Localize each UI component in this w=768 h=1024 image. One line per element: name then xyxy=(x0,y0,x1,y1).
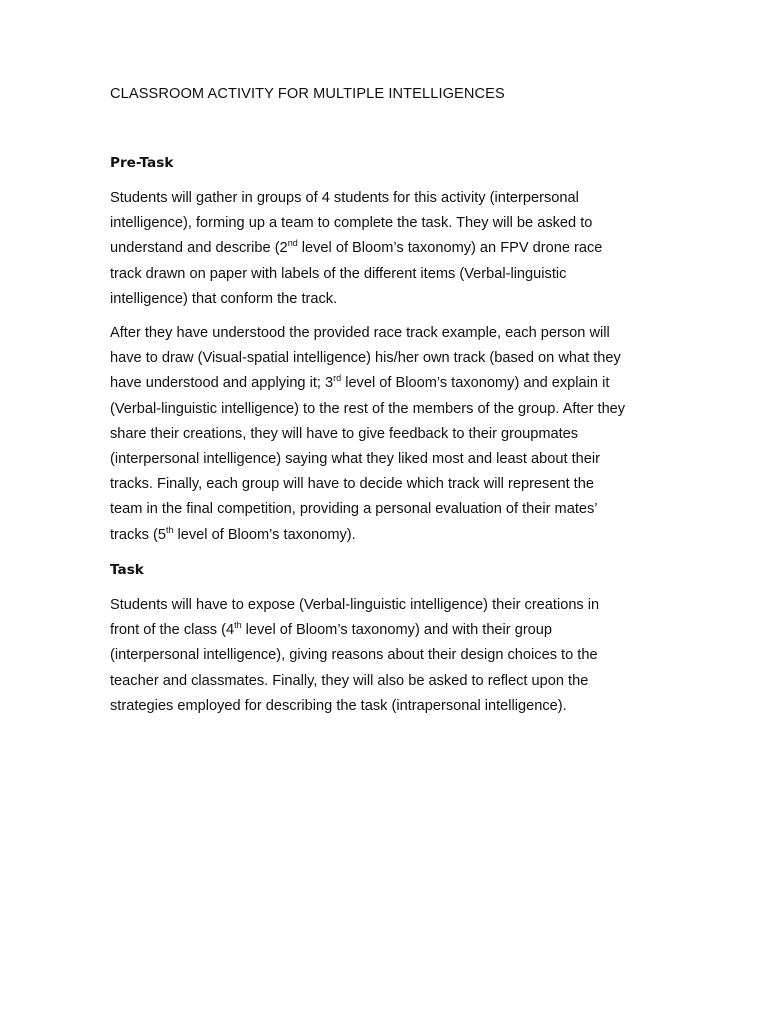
text-fragment: level of Bloom’s taxonomy) and explain it xyxy=(341,375,610,392)
ordinal-suffix: th xyxy=(234,620,242,631)
ordinal-suffix: nd xyxy=(287,238,298,249)
text-fragment: understand and describe (2 xyxy=(110,240,288,257)
text-fragment: have understood and applying it; 3 xyxy=(110,375,334,392)
text-line: strategies employed for describing the task (intrapersonal intelligence). xyxy=(110,697,567,714)
ordinal-suffix: rd xyxy=(333,373,342,384)
text-line xyxy=(110,236,660,261)
text-line: track drawn on paper with labels of the different items (Verbal-linguistic xyxy=(110,265,567,282)
text-fragment: level of Bloom’s taxonomy). xyxy=(173,526,356,543)
text-line: share their creations, they will have to give feedback to their groupmates xyxy=(110,425,579,442)
text-line xyxy=(110,618,660,643)
document-title: CLASSROOM ACTIVITY FOR MULTIPLE INTELLIGENCES xyxy=(110,86,505,102)
text-line: (interpersonal intelligence), giving reasons about their design choices to the xyxy=(110,647,598,664)
text-line: intelligence) that conform the track. xyxy=(110,290,338,307)
pre-task-paragraph-2 xyxy=(110,321,660,548)
text-line: team in the final competition, providing a personal evaluation of their mates’ xyxy=(110,501,598,518)
text-line: intelligence), forming up a team to complete the task. They will be asked to xyxy=(110,215,593,232)
text-line xyxy=(110,371,660,396)
text-line: Students will have to expose (Verbal-linguistic intelligence) their creations in xyxy=(110,597,600,613)
text-fragment: tracks (5 xyxy=(110,526,166,543)
pre-task-paragraph-1 xyxy=(110,186,660,312)
text-line: (interpersonal intelligence) saying what they liked most and least about their xyxy=(110,451,600,468)
text-fragment: level of Bloom’s taxonomy) and with their group xyxy=(241,622,553,639)
task-paragraph xyxy=(110,593,660,719)
section-heading-task: Task xyxy=(110,562,144,578)
text-fragment: level of Bloom’s taxonomy) an FPV drone race xyxy=(297,240,603,257)
text-line: Students will gather in groups of 4 students for this activity (interpersonal xyxy=(110,190,579,206)
section-heading-pre-task: Pre-Task xyxy=(110,155,174,171)
text-line: (Verbal-linguistic intelligence) to the rest of the members of the group. After they xyxy=(110,400,626,417)
text-line: teacher and classmates. Finally, they will also be asked to reflect upon the xyxy=(110,672,589,689)
text-line: After they have understood the provided race track example, each person will xyxy=(110,325,610,341)
text-line: have to draw (Visual-spatial intelligence) his/her own track (based on what they xyxy=(110,350,621,367)
text-fragment: front of the class (4 xyxy=(110,622,235,639)
text-line: tracks. Finally, each group will have to decide which track will represent the xyxy=(110,476,594,493)
ordinal-suffix: th xyxy=(165,524,174,535)
text-line xyxy=(110,523,660,548)
